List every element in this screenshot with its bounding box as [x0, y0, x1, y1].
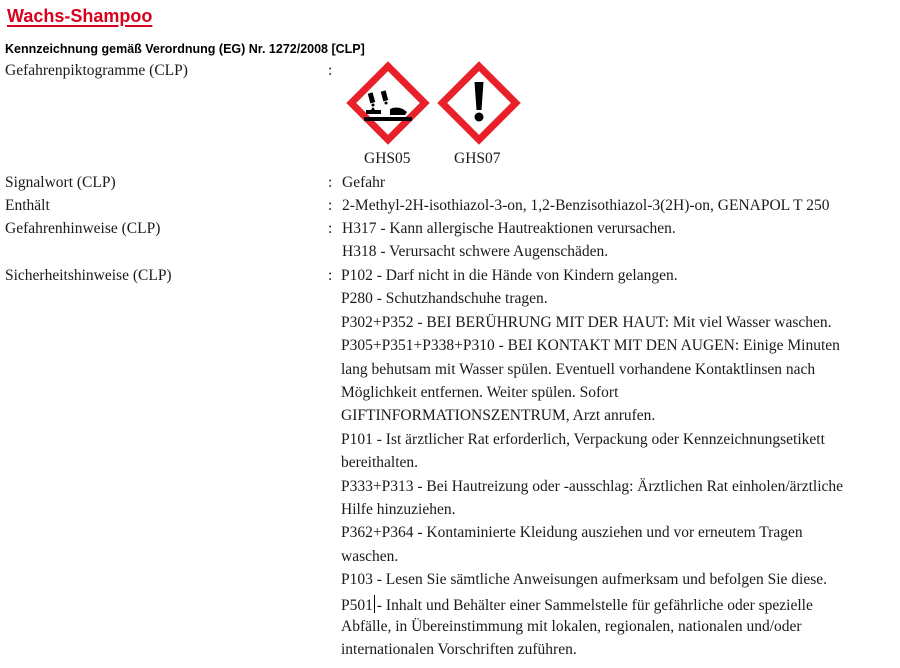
colon: : — [328, 62, 333, 79]
precaution-line: Möglichkeit entfernen. Weiter spülen. Sofort — [341, 384, 619, 401]
hazard-statement: H318 - Verursacht schwere Augenschäden. — [342, 243, 609, 260]
precaution-line: Hilfe hinzuziehen. — [341, 501, 456, 518]
precaution-line: P280 - Schutzhandschuhe tragen. — [341, 290, 548, 307]
precaution-line: P103 - Lesen Sie sämtliche Anweisungen aufmerksam und befolgen Sie diese. — [341, 571, 827, 588]
precaution-line: Abfälle, in Übereinstimmung mit lokalen, regionalen, nationalen und/oder — [341, 618, 802, 635]
hazard-statement: H317 - Kann allergische Hautreaktionen verursachen. — [342, 220, 676, 237]
precaution-line: internationalen Vorschriften zuführen. — [341, 641, 577, 658]
precaution-line: P333+P313 - Bei Hautreizung oder -ausschlag: Ärztlichen Rat einholen/ärztliche — [341, 478, 844, 495]
exclamation-mark-icon — [436, 60, 522, 151]
signalwort-label: Signalwort (CLP) — [5, 174, 116, 191]
precaution-line: GIFTINFORMATIONSZENTRUM, Arzt anrufen. — [341, 407, 656, 424]
signalwort-value: Gefahr — [342, 174, 386, 191]
enthaelt-label: Enthält — [5, 197, 50, 214]
precaution-line-p501 — [341, 595, 813, 615]
precaution-line: P101 - Ist ärztlicher Rat erforderlich, Verpackung oder Kennzeichnungsetikett — [341, 431, 825, 448]
colon: : — [328, 174, 333, 191]
document-title: Wachs-Shampoo — [7, 6, 153, 26]
colon: : — [328, 197, 333, 214]
colon: : — [328, 267, 333, 284]
p501-code: P501 — [341, 597, 373, 614]
sicherheitshinweise-label: Sicherheitshinweise (CLP) — [5, 267, 172, 284]
precaution-line: P102 - Darf nicht in die Hände von Kindern gelangen. — [341, 267, 678, 284]
p501-text: - Inhalt und Behälter einer Sammelstelle für gefährliche oder spezielle — [376, 597, 813, 614]
precaution-line: waschen. — [341, 548, 399, 565]
gefahrenhinweise-label: Gefahrenhinweise (CLP) — [5, 220, 161, 237]
pictograms-label: Gefahrenpiktogramme (CLP) — [5, 62, 188, 79]
precaution-line: bereithalten. — [341, 454, 419, 471]
precaution-line: P302+P352 - BEI BERÜHRUNG MIT DER HAUT: Mit viel Wasser waschen. — [341, 314, 832, 331]
text-cursor — [374, 595, 375, 613]
enthaelt-value: 2-Methyl-2H-isothiazol-3-on, 1,2-Benzisothiazol-3(2H)-on, GENAPOL T 250 — [342, 197, 830, 214]
pictogram-code-ghs07: GHS07 — [454, 150, 501, 167]
corrosion-icon — [345, 60, 431, 151]
regulation-heading: Kennzeichnung gemäß Verordnung (EG) Nr. 1272/2008 [CLP] — [5, 42, 365, 56]
precaution-line: P362+P364 - Kontaminierte Kleidung ausziehen und vor erneutem Tragen — [341, 524, 803, 541]
precaution-line: lang behutsam mit Wasser spülen. Eventuell vorhandene Kontaktlinsen nach — [341, 361, 816, 378]
colon: : — [328, 220, 333, 237]
precaution-line: P305+P351+P338+P310 - BEI KONTAKT MIT DEN AUGEN: Einige Minuten — [341, 337, 840, 354]
pictogram-code-ghs05: GHS05 — [364, 150, 411, 167]
